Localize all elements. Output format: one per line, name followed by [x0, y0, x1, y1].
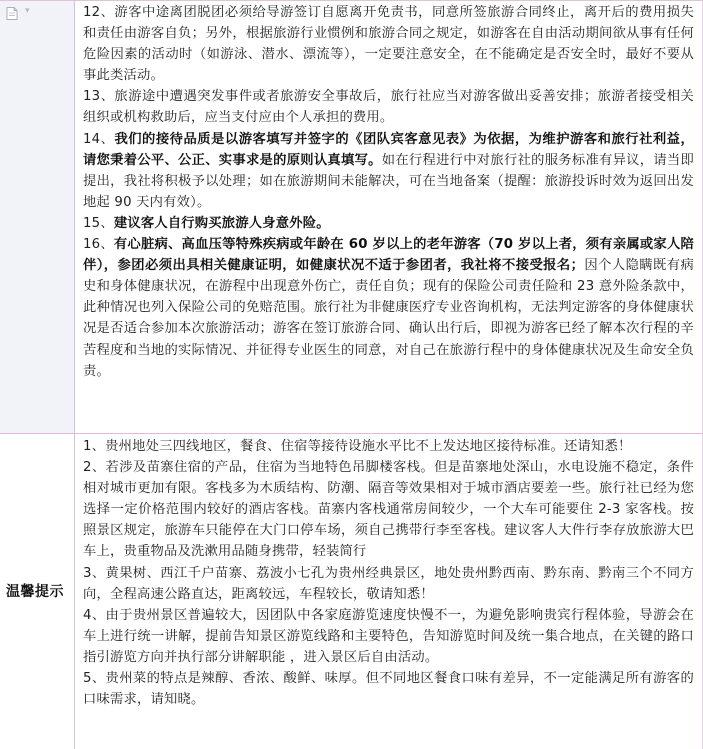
text-run: 12、游客中途离团脱团必须给导游签订自愿离开免责书，同意所签旅游合同终止，离开后的费用损失和责任由游客自负；另外，根据旅游行业惯例和旅游合同之规定，如游客在自由活动期间欲从事有任何危险因素的活动时（如游泳、潜水、漂流等），一定要注意安全，在不能确定是否安全时，最好不要从事此类活动。 [83, 5, 694, 84]
terms-label-cell [0, 1, 75, 433]
list-item [83, 436, 694, 457]
section-label-warm-tips: 温馨提示 [6, 584, 64, 600]
text-run: 16、 [83, 237, 114, 253]
list-item [83, 234, 694, 382]
tips-content-cell [76, 434, 703, 749]
list-item [83, 668, 694, 710]
document-icon[interactable] [6, 5, 18, 18]
text-run: 13、旅游途中遭遇突发事件或者旅游安全事故后，旅行社应当对游客做出妥善安排；旅游者接受相关组织或机构救助后，应当支付应由个人承担的费用。 [83, 89, 694, 126]
text-run: 因个人隐瞒既有病史和身体健康状况，在游程中出现意外伤亡，责任自负；现有的保险公司责任险和 23 意外险条款中，此种情况也列入保险公司的免赔范围。旅行社为非健康医疗专业咨询机构，无法判定游客的身体健康状况是否适合参加本次旅游活动；游客在签订旅游合同、确认出行后，即视为游客已经了解本次行程的辛苦程度和当地的实际情况、并征得专业医生的同意，对自己在旅游行程中的身体健康状况及生命安全负责。 [83, 258, 695, 379]
text-run: 4、由于贵州景区普遍较大，因团队中各家庭游览速度快慢不一，为避免影响贵宾行程体验，导游会在车上进行统一讲解，提前告知景区游览线路和主要特色，告知游览时间及统一集合地点，在关键的路口指引游览方向并执行部分讲解职能 ，进入景区后自由活动。 [83, 607, 694, 665]
text-run: 5、贵州菜的特点是辣醇、香浓、酸鲜、味厚。但不同地区餐食口味有差异，不一定能满足所有游客的口味需求，请知晓。 [83, 671, 694, 708]
terms-content-cell [76, 1, 703, 433]
tips-label-cell [0, 434, 75, 749]
list-item [83, 213, 694, 234]
bold-text: 建议客人自行购买旅游人身意外险。 [113, 215, 330, 231]
text-run: 如在行程进行中对旅行社的服务标准有异议，请当即提出，我社将积极予以处理；如在旅游期间未能解决，可在当地备案（提醒：旅游投诉时效为返回出发地起 90 天内有效）。 [83, 152, 694, 210]
list-item [83, 86, 694, 128]
list-item [83, 605, 694, 668]
terms-row [0, 1, 703, 434]
list-item [83, 563, 694, 605]
text-run: 15、 [83, 215, 114, 231]
tips-row [0, 434, 703, 749]
bold-text: 我们的接待品质是以游客填写并签字的《团队宾客意见表》为依据，为维护游客和旅行社利益，请您秉着公平、公正、实事求是的原则认真填写。 [83, 131, 694, 168]
caret-down-icon[interactable]: ▾ [25, 6, 30, 16]
text-run: 14、 [83, 131, 115, 147]
bold-text: 有心脏病、高血压等特殊疾病或年龄在 60 岁以上的老年游客（70 岁以上者，须有亲属或家人陪伴），参团必须出具相关健康证明，如健康状况不适于参团者，我社将不接受报名； [83, 237, 694, 274]
list-item [83, 129, 694, 213]
text-run: 3、黄果树、西江千户苗寨、荔波小七孔为贵州经典景区，地处贵州黔西南、黔东南、黔南三个不同方向，全程高速公路直达，距离较远，车程较长，敬请知悉！ [83, 565, 694, 602]
text-run: 1、贵州地处三四线地区，餐食、住宿等接待设施水平比不上发达地区接待标准。还请知悉！ [83, 439, 632, 454]
list-item [83, 457, 694, 562]
text-run: 2、若涉及苗寨住宿的产品，住宿为当地特色吊脚楼客栈。但是苗寨地处深山，水电设施不稳定，条件相对城市更加有限。客栈多为木质结构、防潮、隔音等效果相对于城市酒店要差一些。旅行社已经为您选择一定价格范围内较好的酒店客栈。苗寨内客栈通常房间较少，一个大车可能要住 2-3 家客栈。按照景区规定，旅游车只能停在大门口停车场，须自己携带行李至客栈。建议客人大件行李存放旅游大巴车上，贵重物品及洗漱用品随身携带，轻装简行 [83, 460, 694, 560]
list-item [83, 2, 694, 86]
